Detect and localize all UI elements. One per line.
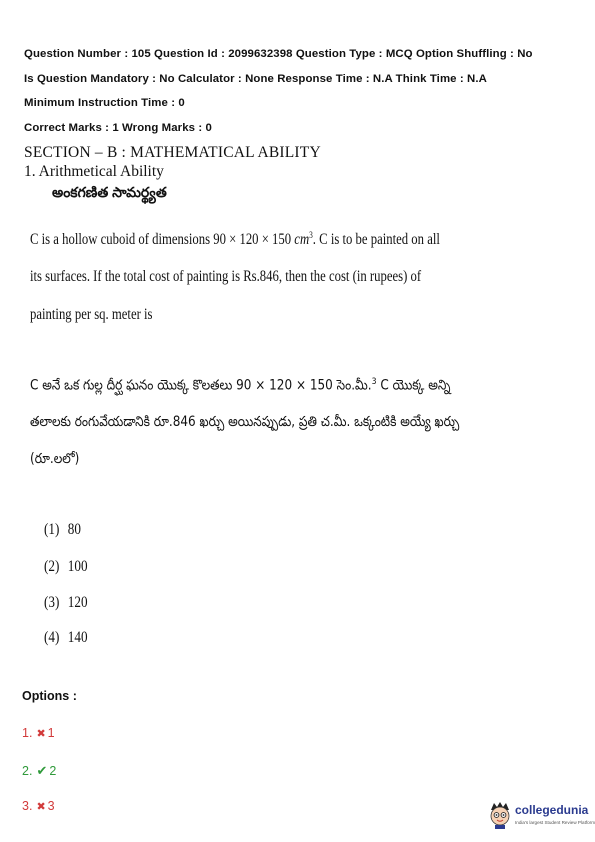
question-meta-line-3: Minimum Instruction Time : 0 xyxy=(24,97,185,109)
check-icon: ✔ xyxy=(36,763,48,778)
options-heading: Options : xyxy=(22,689,77,703)
question-meta-line-4: Correct Marks : 1 Wrong Marks : 0 xyxy=(24,122,212,134)
cross-icon: ✖ xyxy=(36,728,46,740)
section-title: SECTION – B : MATHEMATICAL ABILITY xyxy=(24,144,321,161)
choice-3 xyxy=(44,594,88,612)
option-1 xyxy=(22,726,55,740)
option-value: 3 xyxy=(47,799,55,813)
option-number: 3. xyxy=(22,799,33,813)
option-3 xyxy=(22,799,55,813)
question-english-line-1 xyxy=(30,230,440,249)
question-te-exponent: 3 xyxy=(371,377,377,387)
question-telugu-line-1 xyxy=(30,377,450,397)
question-en-unit-exponent: 3 xyxy=(309,230,313,240)
cross-icon: ✖ xyxy=(36,801,46,813)
choice-number: (1) xyxy=(44,521,60,538)
option-number: 2. xyxy=(22,764,33,778)
choice-2 xyxy=(44,558,88,576)
logo-brand: collegedunia xyxy=(515,803,589,817)
choice-number: (4) xyxy=(44,629,60,646)
question-telugu-line-2: తలాలకు రంగువేయడానికి రూ.846 ఖర్చు అయినప్పుడు, ప్రతి చ.మీ. ఒక్కంటికి అయ్యే ఖర్చు xyxy=(30,414,460,430)
question-te-text-a: C అనే ఒక గుల్ల దీర్ఘ ఘనం యొక్క కొలతలు 90 × 120 × 150 సెం.మీ. xyxy=(30,377,372,394)
question-english-line-3: painting per sq. meter is xyxy=(30,306,153,323)
choice-value: 80 xyxy=(67,521,81,538)
question-english-line-2: its surfaces. If the total cost of painting is Rs.846, then the cost (in rupees) of xyxy=(30,268,422,285)
option-value: 2 xyxy=(49,764,57,778)
question-en-text-a: C is a hollow cuboid of dimensions 90 × 120 × 150 xyxy=(30,231,295,249)
question-meta-line-2: Is Question Mandatory : No Calculator : None Response Time : N.A Think Time : N.A xyxy=(24,73,487,85)
choice-value: 100 xyxy=(67,558,88,575)
choice-value: 140 xyxy=(67,629,88,646)
choice-4 xyxy=(44,629,88,647)
option-value: 1 xyxy=(47,726,55,740)
collegedunia-logo xyxy=(488,798,595,834)
option-number: 1. xyxy=(22,726,33,740)
choice-number: (2) xyxy=(44,558,60,575)
question-en-text-b: . C is to be painted on all xyxy=(312,231,440,249)
subject-title-english: 1. Arithmetical Ability xyxy=(24,163,164,180)
choice-1 xyxy=(44,521,81,539)
question-meta-line-1: Question Number : 105 Question Id : 2099632398 Question Type : MCQ Option Shuffling : No xyxy=(24,48,533,60)
option-2 xyxy=(22,763,56,779)
question-telugu-line-3: (రూ.లలో) xyxy=(30,451,80,467)
logo-tagline: India's largest Student Review Platform xyxy=(515,820,595,825)
choice-number: (3) xyxy=(44,594,60,611)
choice-value: 120 xyxy=(67,594,88,611)
mascot-icon xyxy=(488,800,512,830)
subject-title-telugu: అంకగణిత సామర్థ్యత xyxy=(52,184,167,200)
question-te-text-b: C యొక్క అన్ని xyxy=(376,377,451,394)
question-en-unit: cm xyxy=(294,231,310,249)
